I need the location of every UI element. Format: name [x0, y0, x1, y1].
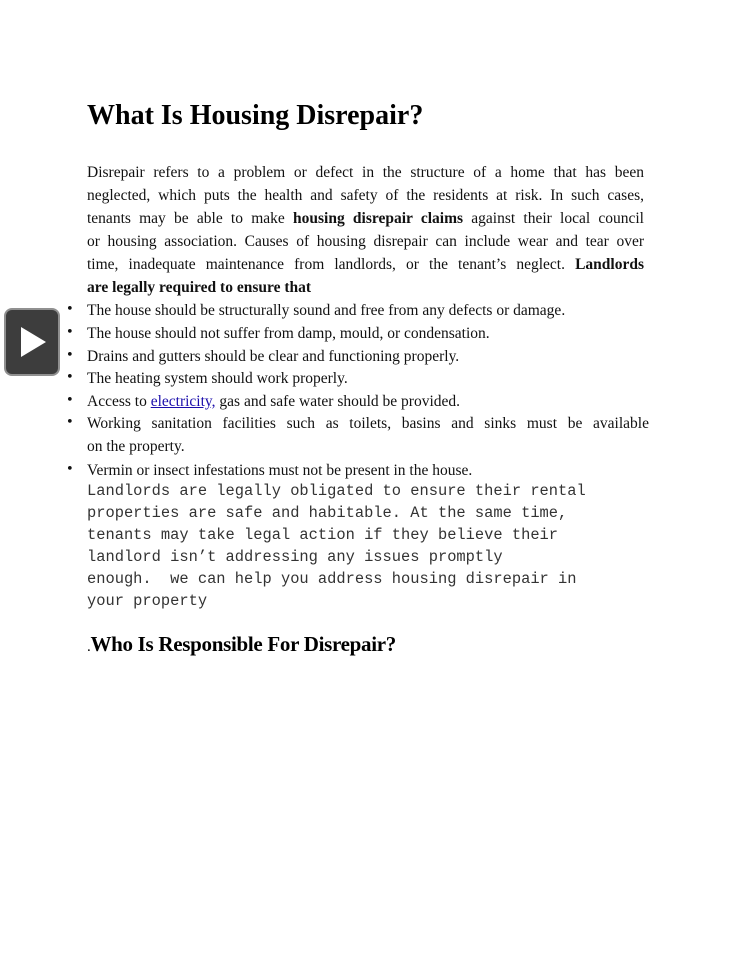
list-item-continuation: on the property. [87, 438, 185, 455]
intro-line: are legally required to ensure that [87, 279, 312, 296]
bullet-icon: • [66, 302, 74, 317]
intro-line: neglected, which puts the health and safety of the residents at risk. In such cases, [87, 187, 644, 204]
electricity-link[interactable]: electricity, [150, 393, 216, 410]
list-item: The heating system should work properly. [87, 370, 348, 387]
list-item: The house should be structurally sound and free from any defects or damage. [87, 302, 566, 319]
intro-line: tenants may be able to make housing disrepair claims against their local council [87, 210, 644, 227]
play-icon [20, 327, 46, 357]
intro-line: or housing association. Causes of housing disrepair can include wear and tear over [87, 233, 644, 250]
bullet-icon: • [66, 370, 74, 385]
page-title: What Is Housing Disrepair? [87, 100, 424, 131]
bullet-icon: • [66, 325, 74, 340]
mono-paragraph: Landlords are legally obligated to ensure their rental properties are safe and habitable. At the same time, tenants may take legal action if they believe their landlord isn’t addressing any issues promptly enough. we can help you address housing disrepair in your property [87, 482, 586, 610]
list-item: Vermin or insect infestations must not be present in the house. [87, 462, 473, 479]
intro-line: time, inadequate maintenance from landlords, or the tenant’s neglect. Landlords [87, 256, 644, 273]
intro-line: Disrepair refers to a problem or defect in the structure of a home that has been [87, 164, 644, 181]
list-item: Working sanitation facilities such as toilets, basins and sinks must be available [87, 415, 649, 432]
bullet-icon: • [66, 415, 74, 430]
list-item: Drains and gutters should be clear and functioning properly. [87, 348, 460, 365]
bullet-icon: • [66, 393, 74, 408]
bullet-icon: • [66, 348, 74, 363]
list-item: The house should not suffer from damp, mould, or condensation. [87, 325, 490, 342]
list-item: Access to electricity, gas and safe water should be provided. [87, 393, 461, 410]
bullet-icon: • [66, 462, 74, 477]
play-button[interactable] [4, 308, 60, 376]
subheading: .Who Is Responsible For Disrepair? [87, 632, 396, 656]
